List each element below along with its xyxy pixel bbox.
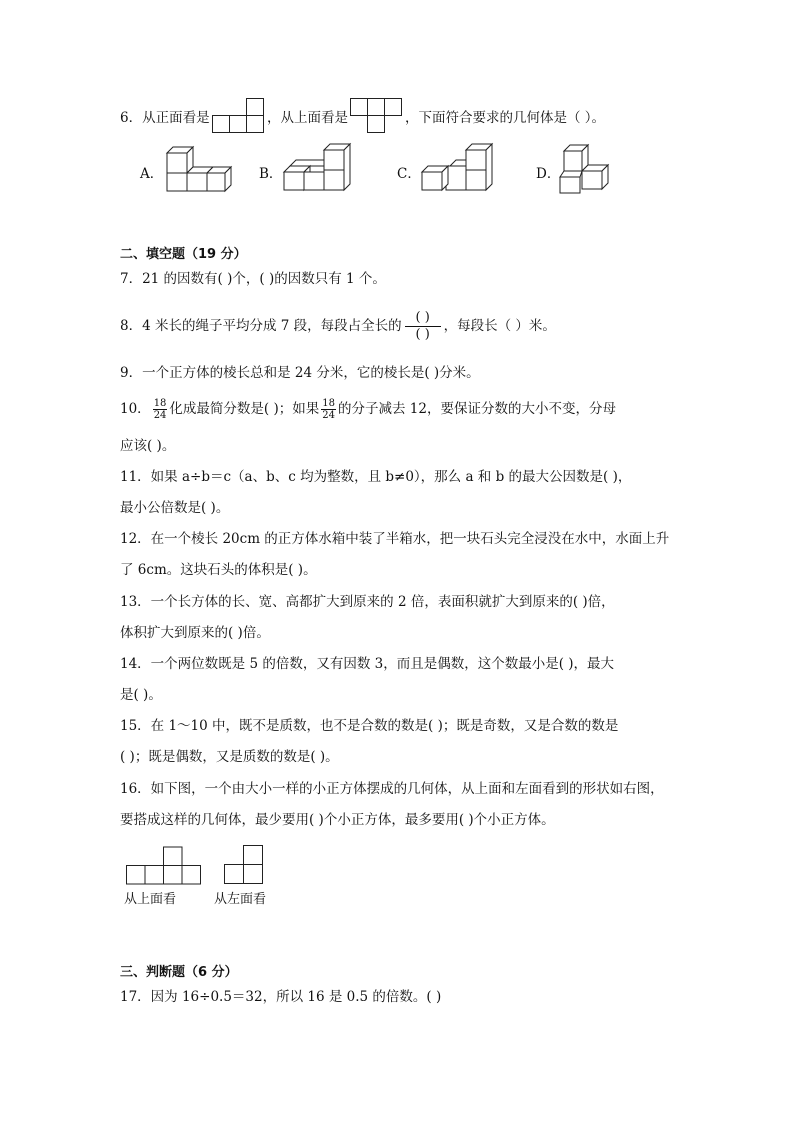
question-17: 17．因为 16÷0.5＝32，所以 16 是 0.5 的倍数。( ) [120,989,442,1005]
q8-text-after: ，每段长（ ）米。 [443,318,556,334]
q6-text-2-wrap [267,108,348,128]
q10-suffix: 的分子减去 12，要保证分数的大小不变，分母 [337,401,616,417]
q10-fraction-1 [153,398,168,421]
option-c-label: C． [397,166,421,182]
question-6 [120,108,210,128]
question-14-line-1: 14．一个两位数既是 5 的倍数，又有因数 3，而且是偶数，这个数最小是( )，最大 [120,656,615,672]
q6-text-3-wrap [405,108,605,128]
q8-fraction-num: ( ) [405,310,441,327]
q10-fraction-2 [321,398,336,421]
option-a-cubes [165,143,235,195]
question-13-line-2: 体积扩大到原来的( )倍。 [120,625,270,641]
q16-caption-top-view: 从上面看 [124,892,177,907]
question-12-line-1: 12．在一个棱长 20cm 的正方体水箱中装了半箱水，把一块石头完全浸没在水中，水面上升 [120,531,670,547]
question-11-line-2: 最小公倍数是( )。 [120,500,230,516]
q16-left-view-figure [224,844,268,886]
question-16-line-1: 16．如下图，一个由大小一样的小正方体摆成的几何体，从上面和左面看到的形状如右图， [120,781,664,797]
q6-text-2: ，从上面看是 [267,110,348,126]
question-11-line-1: 11．如果 a÷b＝c（a、b、c 均为整数，且 b≠0），那么 a 和 b 的最大公因数是( )， [120,469,632,485]
q6-text-1: 6．从正面看是 [120,110,210,126]
question-10-line-1 [120,396,616,422]
section-2-heading: 二、填空题（19 分） [120,247,247,262]
option-d-cubes [558,141,614,195]
question-15-line-1: 15．在 1～10 中，既不是质数，也不是合数的数是( )；既是奇数，又是合数的数是 [120,718,619,734]
q10-f2-num: 18 [322,398,335,409]
option-b-label: B． [259,166,283,182]
q10-f1-den: 24 [153,410,167,421]
question-13-line-1: 13．一个长方体的长、宽、高都扩大到原来的 2 倍，表面积就扩大到原来的( )倍， [120,594,615,610]
q10-prefix: 10． [120,401,151,417]
option-c-cubes [420,140,496,196]
question-10-line-2: 应该( )。 [120,438,176,454]
question-9: 9．一个正方体的棱长总和是 24 分米，它的棱长是( )分米。 [120,365,480,381]
q8-text-before: 8．4 米长的绳子平均分成 7 段，每段占全长的 [120,318,402,334]
option-d-label: D． [536,166,561,182]
q6-text-3: ，下面符合要求的几何体是（ ）。 [405,110,606,126]
section-3-heading: 三、判断题（6 分） [120,965,238,980]
q8-fraction-den: ( ) [415,327,430,342]
option-b-cubes [282,140,354,196]
q16-caption-left-view: 从左面看 [214,892,267,907]
q10-f2-den: 24 [322,410,335,421]
q8-fraction-blank [405,310,441,343]
question-8 [120,306,556,346]
q10-f1-num: 18 [153,398,167,409]
option-a-label: A． [140,166,164,182]
question-12-line-2: 了 6cm。这块石头的体积是( )。 [120,562,317,578]
question-14-line-2: 是( )。 [120,687,162,703]
question-16-line-2: 要搭成这样的几何体，最少要用( )个小正方体，最多要用( )个小正方体。 [120,812,555,828]
question-7: 7．21 的因数有( )个，( )的因数只有 1 个。 [120,271,386,287]
top-view-figure [350,98,406,134]
front-view-figure [212,98,268,134]
question-15-line-2: ( )；既是偶数，又是质数的数是( )。 [120,749,339,765]
q10-mid: 化成最简分数是( )；如果 [169,401,320,417]
q16-top-view-figure [126,846,206,886]
